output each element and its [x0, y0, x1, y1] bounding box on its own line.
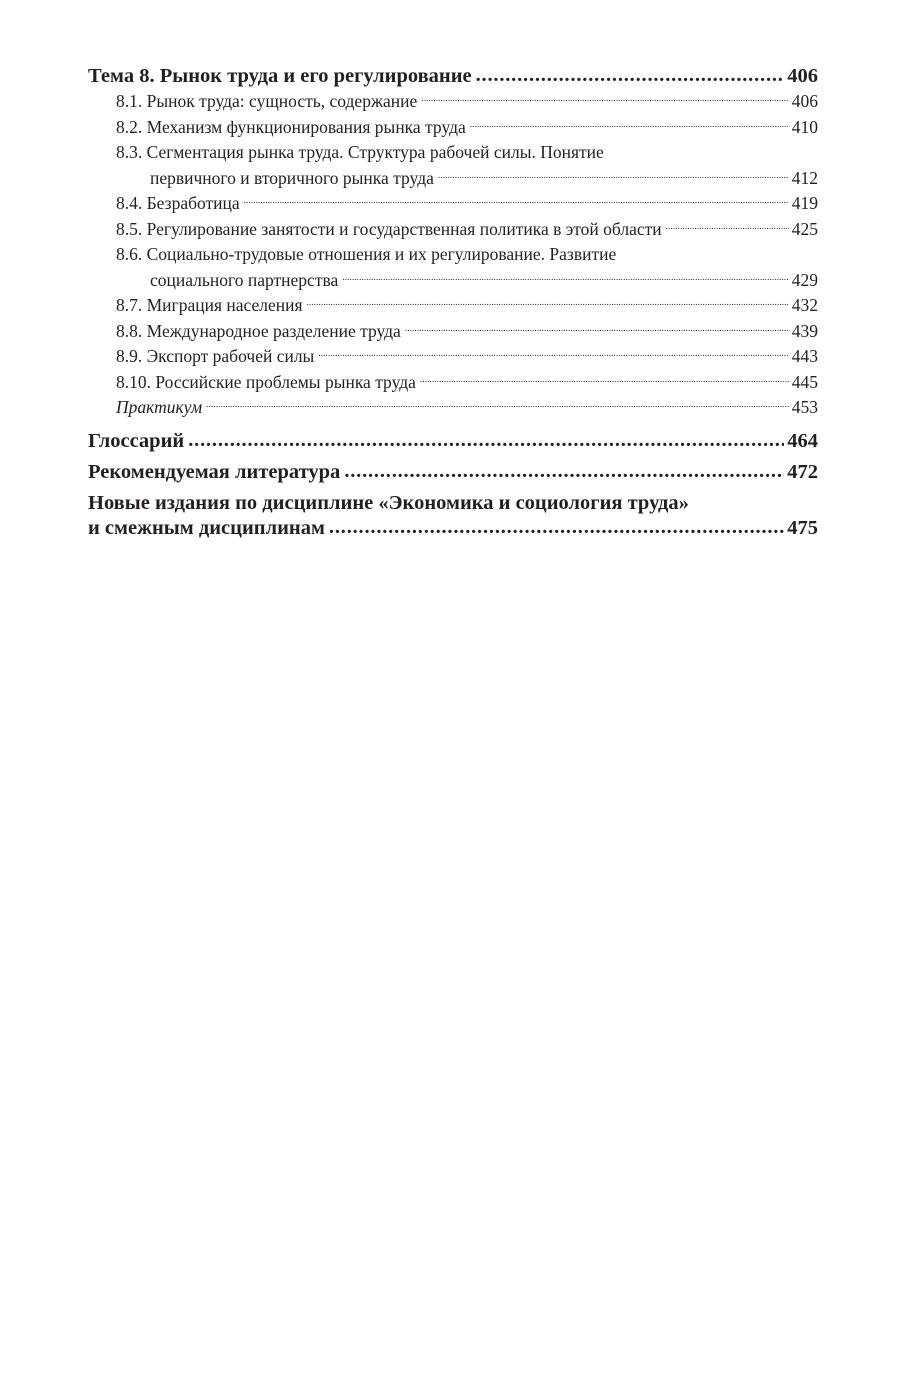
section-title-line2: социального партнерства [150, 269, 339, 290]
page-number: 439 [791, 320, 818, 341]
section-number: 8.9. [116, 346, 143, 366]
section-number: 8.6. [116, 244, 143, 264]
page-number: 412 [791, 167, 818, 188]
dot-leader [438, 169, 789, 191]
page-number: 419 [791, 193, 818, 213]
section-title: Международное разделение труда [146, 320, 401, 341]
toc-new-editions[interactable] [88, 491, 818, 541]
chapter-title: Тема 8. Рынок труда и его регулирование [88, 65, 472, 87]
toc-chapter-8[interactable] [88, 64, 818, 89]
dot-leader [206, 399, 789, 421]
dot-leader [666, 220, 789, 242]
toc-practicum[interactable] [88, 395, 818, 421]
section-number: 8.1. [116, 91, 143, 111]
glossary-title: Глоссарий [88, 429, 185, 452]
toc-section-8-10[interactable] [88, 370, 818, 396]
section-number: 8.7. [116, 295, 143, 315]
dot-leader [244, 195, 789, 217]
toc-section-8-9[interactable] [88, 344, 818, 370]
toc-section-8-1[interactable] [88, 89, 818, 115]
page-number: 432 [791, 295, 818, 315]
toc-glossary[interactable] [88, 429, 818, 454]
toc-section-8-5[interactable] [88, 217, 818, 243]
dot-leader [476, 67, 785, 89]
dot-leader [329, 519, 784, 541]
page-number: 475 [787, 516, 818, 539]
section-number: 8.3. [116, 142, 143, 162]
page-number: 445 [791, 371, 818, 392]
page-number: 410 [791, 116, 818, 137]
section-title: Рынок труда: сущность, содержание [146, 91, 418, 111]
section-title: Экспорт рабочей силы [146, 346, 315, 366]
section-number: 8.10. [116, 371, 151, 392]
toc-section-8-6[interactable] [88, 242, 818, 293]
dot-leader [344, 463, 784, 485]
toc-section-8-8[interactable] [88, 319, 818, 345]
toc-section-8-7[interactable] [88, 293, 818, 319]
literature-title: Рекомендуемая литература [88, 460, 341, 483]
section-title: Российские проблемы рынка труда [155, 371, 416, 392]
dot-leader [188, 432, 784, 454]
section-title-line1: Сегментация рынка труда. Структура рабочей силы. Понятие [146, 142, 604, 162]
dot-leader [470, 118, 789, 140]
dot-leader [420, 373, 789, 395]
section-title-line1: Социально-трудовые отношения и их регулирование. Развитие [146, 244, 617, 264]
dot-leader [421, 93, 788, 115]
page-number: 443 [791, 346, 818, 366]
section-title-line2: первичного и вторичного рынка труда [150, 167, 434, 188]
section-title: Безработица [146, 193, 240, 213]
table-of-contents [88, 64, 818, 541]
section-title: Миграция населения [146, 295, 303, 315]
dot-leader [307, 297, 789, 319]
toc-section-8-4[interactable] [88, 191, 818, 217]
toc-literature[interactable] [88, 460, 818, 485]
new-editions-title-line1: Новые издания по дисциплине «Экономика и социология труда» [88, 491, 689, 514]
dot-leader [318, 348, 788, 370]
page-number: 472 [787, 460, 818, 483]
section-title: Регулирование занятости и государственная политика в этой области [146, 218, 662, 239]
section-number: 8.5. [116, 218, 143, 239]
page-number: 453 [791, 397, 818, 417]
dot-leader [342, 271, 788, 293]
new-editions-title-line2: и смежным дисциплинам [88, 516, 325, 539]
toc-section-8-3[interactable] [88, 140, 818, 191]
page-number: 406 [791, 91, 818, 111]
toc-section-8-2[interactable] [88, 115, 818, 141]
page-number: 406 [787, 65, 818, 87]
section-number: 8.4. [116, 193, 143, 213]
section-number: 8.8. [116, 320, 143, 341]
practicum-title: Практикум [116, 397, 203, 417]
dot-leader [405, 322, 789, 344]
page-number: 429 [791, 269, 818, 290]
section-number: 8.2. [116, 116, 143, 137]
page-number: 464 [787, 429, 818, 452]
page-number: 425 [791, 218, 818, 239]
section-title: Механизм функционирования рынка труда [146, 116, 466, 137]
